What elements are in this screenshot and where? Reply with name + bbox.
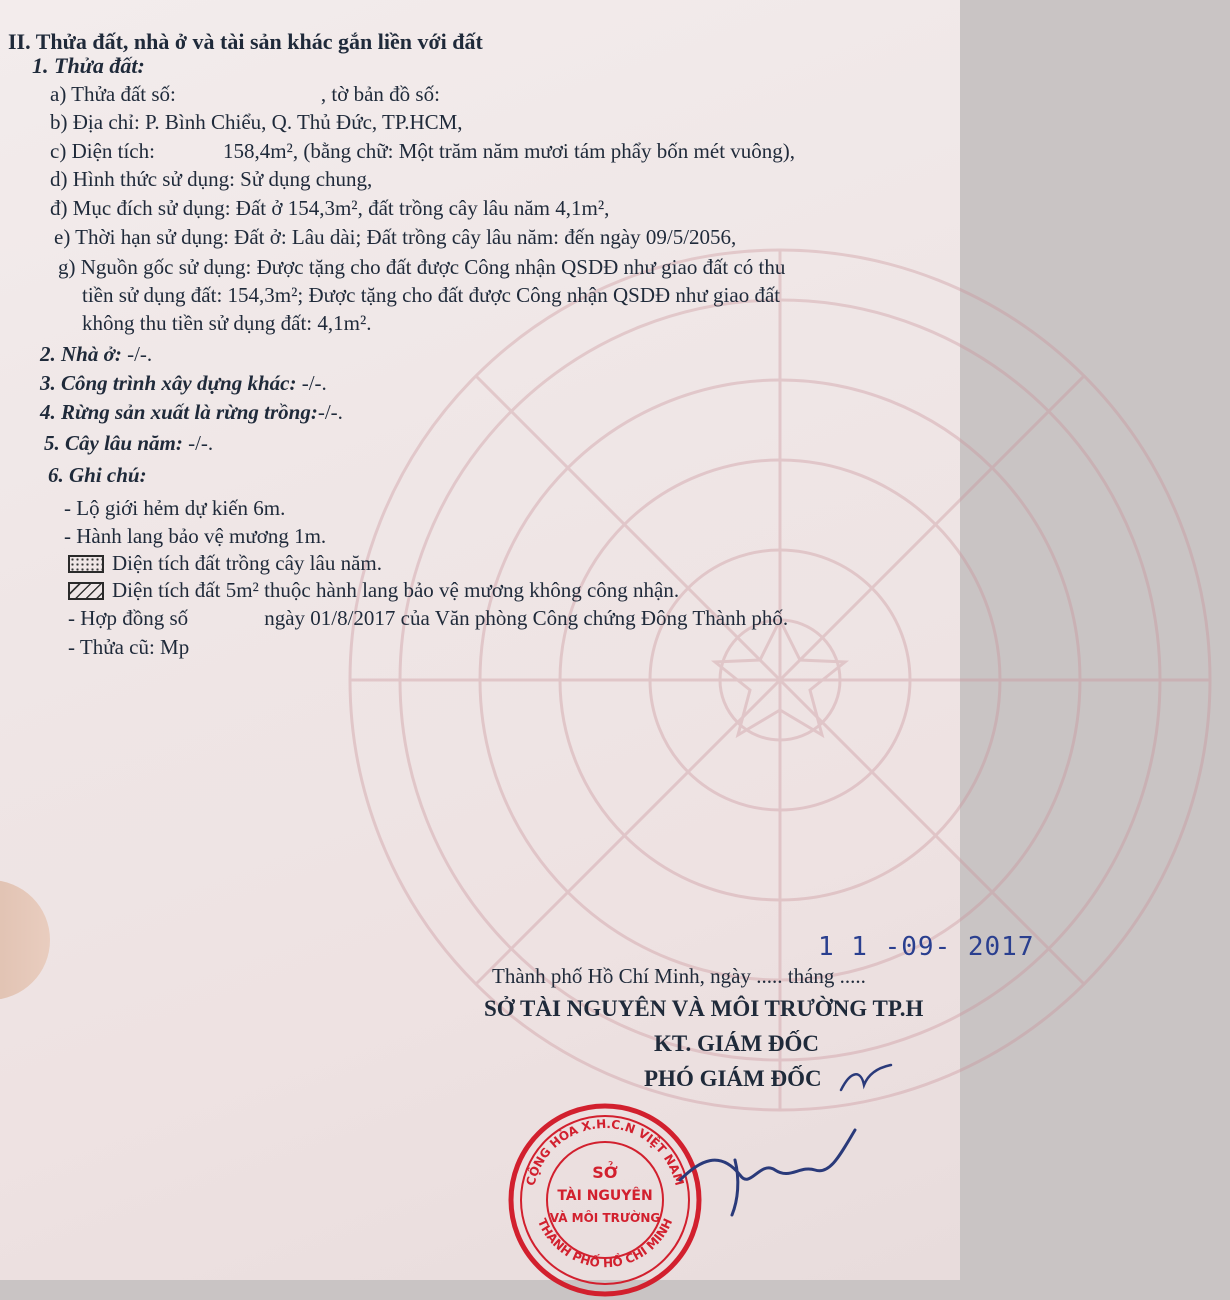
other-works-line <box>40 371 327 395</box>
other-works-heading: 3. Công trình xây dựng khác: <box>40 371 297 395</box>
signer-title-1: KT. GIÁM ĐỐC <box>654 1031 820 1056</box>
legend-perennial-text: Diện tích đất trồng cây lâu năm. <box>112 551 382 575</box>
finger-holding-page <box>0 880 50 1000</box>
section-title: II. Thửa đất, nhà ở và tài sản khác gắn liền với đất <box>8 29 483 54</box>
place-date-line: Thành phố Hồ Chí Minh, ngày ..... tháng ..... <box>492 964 866 988</box>
house-heading: 2. Nhà ở: <box>40 342 122 366</box>
legend-corridor-text: Diện tích đất 5m² thuộc hành lang bảo vệ mương không công nhận. <box>112 578 680 602</box>
seal-line-2: TÀI NGUYÊN <box>557 1188 653 1204</box>
address-line: b) Địa chỉ: P. Bình Chiểu, Q. Thủ Đức, TP.HCM, <box>50 110 463 134</box>
house-line <box>40 342 152 366</box>
seal-line-3: VÀ MÔI TRƯỜNG <box>549 1211 661 1225</box>
contract-label: - Hợp đồng số <box>68 606 189 630</box>
note-road-boundary: - Lộ giới hẻm dự kiến 6m. <box>64 496 286 520</box>
usage-origin-line-1: g) Nguồn gốc sử dụng: Được tặng cho đất được Công nhận QSDĐ như giao đất có thu <box>58 255 786 279</box>
area-label: c) Diện tích: <box>50 139 155 163</box>
seal-ring-text: CỘNG HÒA X.H.C.N VIỆT NAM <box>523 1116 687 1188</box>
note-contract <box>68 606 788 630</box>
area-line <box>50 139 795 163</box>
hatched-pattern-swatch <box>68 582 104 600</box>
usage-term-line: e) Thời hạn sử dụng: Đất ở: Lâu dài; Đất trồng cây lâu năm: đến ngày 09/5/2056, <box>54 225 737 249</box>
map-sheet-label: , tờ bản đồ số: <box>320 82 440 106</box>
dotted-pattern-swatch <box>68 555 104 573</box>
state-emblem-watermark <box>330 230 1230 1130</box>
other-works-value: -/-. <box>301 371 327 395</box>
perennial-line <box>44 431 213 455</box>
date-stamp: 1 1 -09- 2017 <box>818 932 1035 962</box>
issuing-office: SỞ TÀI NGUYÊN VÀ MÔI TRƯỜNG TP.H <box>484 996 924 1021</box>
handwritten-signature <box>640 1120 880 1230</box>
usage-origin-line-3: không thu tiền sử dụng đất: 4,1m². <box>82 311 372 335</box>
signer-title-2: PHÓ GIÁM ĐỐC <box>644 1066 822 1091</box>
usage-purpose-line: đ) Mục đích sử dụng: Đất ở 154,3m², đất trồng cây lâu năm 4,1m², <box>50 196 610 220</box>
area-value: 158,4m², (bằng chữ: Một trăm năm mươi tám phẩy bốn mét vuông), <box>222 139 796 163</box>
usage-origin-line-2: tiền sử dụng đất: 154,3m²; Được tặng cho đất được Công nhận QSDĐ như giao đất <box>82 283 781 307</box>
parcel-number-label <box>50 82 440 106</box>
perennial-heading: 5. Cây lâu năm: <box>44 431 183 455</box>
land-heading: 1. Thửa đất: <box>32 53 145 78</box>
seal-line-1: SỞ <box>592 1163 618 1182</box>
forest-value: -/-. <box>317 400 343 424</box>
note-canal-corridor: - Hành lang bảo vệ mương 1m. <box>64 524 327 548</box>
contract-details: ngày 01/8/2017 của Văn phòng Công chứng Đông Thành phố. <box>264 606 789 630</box>
legend-perennial-area <box>68 551 382 575</box>
forest-line <box>40 400 343 424</box>
house-value: -/-. <box>127 342 153 366</box>
usage-form-line: d) Hình thức sử dụng: Sử dụng chung, <box>50 167 373 191</box>
parcel-number-text: a) Thửa đất số: <box>50 82 176 106</box>
legend-corridor-area <box>68 578 679 602</box>
seal-bottom-text: THÀNH PHỐ HỒ CHÍ MINH <box>534 1216 676 1271</box>
notes-heading: 6. Ghi chú: <box>48 463 147 487</box>
initials-mark <box>836 1060 896 1100</box>
note-old-parcel: - Thửa cũ: Mp <box>68 635 190 659</box>
forest-heading: 4. Rừng sản xuất là rừng trồng: <box>40 400 318 424</box>
perennial-value: -/-. <box>188 431 214 455</box>
